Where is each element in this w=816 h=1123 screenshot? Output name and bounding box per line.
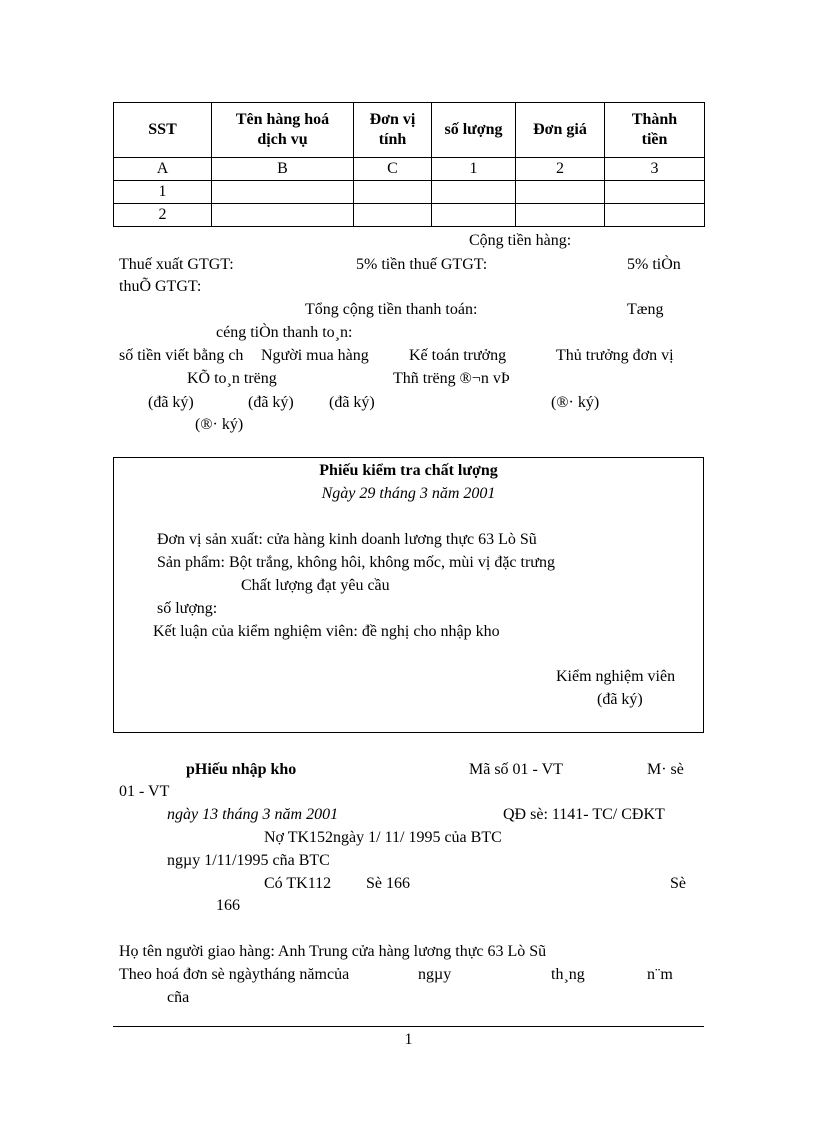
table-cell [432, 204, 516, 227]
quality-ket-luan: Kết luận của kiểm nghiệm viên: đề nghị cho nhập kho [153, 623, 500, 640]
quality-title: Phiếu kiểm tra chất lượng [319, 462, 498, 479]
signature-accountant: (đã ký) [248, 394, 294, 411]
receipt-ma-so: Mã số 01 - VT [469, 761, 563, 778]
receipt-nguoi-giao: Họ tên người giao hàng: Anh Trung cửa hàng lương thực 63 Lò Sũ [119, 943, 547, 960]
ke-toan-truong-label: Kế toán trưởng [409, 347, 507, 364]
quality-inspector-label: Kiểm nghiệm viên [556, 668, 676, 685]
tien-thue-garbled-a: 5% tiÒn [627, 256, 681, 273]
table-cell: C [354, 158, 432, 181]
receipt-ngay-garbled: ngµy 1/11/1995 cña BTC [167, 852, 330, 869]
table-header-row [114, 103, 705, 158]
table-cell [354, 181, 432, 204]
so-tien-viet-label: số tiền viết bằng ch [119, 347, 244, 364]
ke-toan-garbled: KÕ to¸n trëng [187, 370, 277, 387]
table-cell: 1 [432, 158, 516, 181]
header-cell: Đơn giá [516, 103, 605, 158]
table-row [114, 204, 705, 227]
tong-cong-garbled-b: céng tiÒn thanh to¸n: [216, 324, 353, 341]
header-cell: SST [114, 103, 212, 158]
table-cell [516, 181, 605, 204]
tien-thue-garbled-b: thuÕ GTGT: [119, 278, 202, 295]
receipt-theo-nam: n¨m [647, 966, 673, 983]
header-cell: Đơn vị tính [354, 103, 432, 158]
signature-head: (đã ký) [329, 394, 375, 411]
receipt-theo-hoa-don: Theo hoá đơn sè ngàytháng nămcủa [119, 966, 350, 983]
receipt-theo-ngay: ngµy [418, 966, 452, 983]
footer-rule [113, 1026, 704, 1027]
receipt-date: ngày 13 tháng 3 năm 2001 [167, 806, 339, 823]
receipt-co-tk: Có TK112 [264, 875, 332, 892]
table-cell: 3 [605, 158, 705, 181]
receipt-so-166-b: Sè [670, 875, 686, 892]
quality-inspector-signature: (đã ký) [597, 691, 643, 708]
table-cell [212, 181, 354, 204]
nguoi-mua-label: Người mua hàng [261, 347, 369, 364]
quality-don-vi: Đơn vị sản xuất: cửa hàng kinh doanh lương thực 63 Lò Sũ [157, 531, 537, 548]
receipt-theo-cua: cña [167, 989, 190, 1006]
receipt-ma-so-garbled-a: M· sè [647, 761, 684, 778]
signature-garbled-right: (®· ký) [551, 394, 600, 411]
receipt-title: pHiếu nhập kho [186, 761, 297, 778]
table-cell [605, 204, 705, 227]
table-code-row [114, 158, 705, 181]
tien-thue-label: 5% tiền thuế GTGT: [356, 256, 488, 273]
goods-table [113, 102, 705, 227]
table-cell [432, 181, 516, 204]
thue-xuat-label: Thuế xuất GTGT: [119, 256, 234, 273]
header-cell: Tên hàng hoá dịch vụ [212, 103, 354, 158]
quality-chat-luong: Chất lượng đạt yêu cầu [241, 577, 390, 594]
table-cell [212, 204, 354, 227]
receipt-theo-thang: th¸ng [551, 966, 585, 983]
table-row [114, 181, 705, 204]
page-number: 1 [404, 1031, 413, 1048]
cong-tien-hang-label: Cộng tiền hàng: [469, 232, 572, 249]
header-cell: Thành tiền [605, 103, 705, 158]
thu-truong-garbled: Thñ trëng ®¬n vÞ [393, 370, 510, 387]
header-cell: số lượng [432, 103, 516, 158]
table-cell: B [212, 158, 354, 181]
receipt-ma-so-garbled-b: 01 - VT [119, 783, 170, 800]
receipt-so-166-a: Sè 166 [366, 875, 410, 892]
table-cell [605, 181, 705, 204]
table-cell: 1 [114, 181, 212, 204]
table-cell [354, 204, 432, 227]
tong-cong-label: Tổng cộng tiền thanh toán: [305, 301, 478, 318]
quality-san-pham: Sản phẩm: Bột trắng, không hôi, không mốc, mùi vị đặc trưng [157, 554, 555, 571]
quality-date: Ngày 29 tháng 3 năm 2001 [321, 485, 496, 502]
quality-so-luong: số lượng: [157, 600, 218, 617]
table-cell: 2 [516, 158, 605, 181]
signature-buyer: (đã ký) [148, 394, 194, 411]
table-cell [516, 204, 605, 227]
receipt-qd-so: QĐ sè: 1141- TC/ CĐKT [503, 806, 665, 823]
receipt-so-166-c: 166 [216, 897, 240, 914]
table-cell: 2 [114, 204, 212, 227]
tong-cong-garbled-a: Tæng [627, 301, 664, 318]
receipt-no-tk: Nợ TK152ngày 1/ 11/ 1995 của BTC [264, 829, 502, 846]
thu-truong-label: Thủ trưởng đơn vị [556, 347, 674, 364]
table-cell: A [114, 158, 212, 181]
signature-garbled-left: (®· ký) [195, 416, 244, 433]
